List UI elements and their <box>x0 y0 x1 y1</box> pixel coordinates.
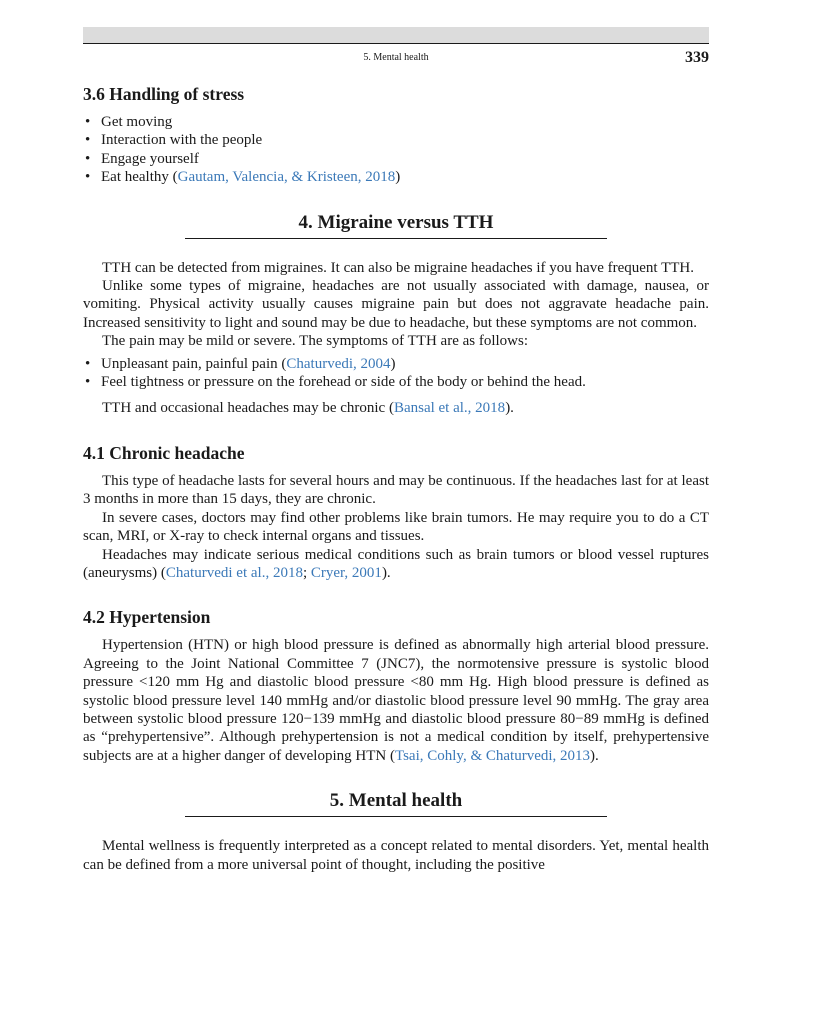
paragraph-text: Headaches may indicate serious medical conditions such as brain tumors or blood vessel ruptures (aneurysms) ( <box>83 546 709 581</box>
list-item: • Engage yourself <box>83 150 709 168</box>
citation-link[interactable]: Tsai, Cohly, & Chaturvedi, 2013 <box>394 747 591 764</box>
section-4-1-heading: 4.1 Chronic headache <box>83 442 245 463</box>
paragraph-text: ; <box>302 564 311 581</box>
paragraph: The pain may be mild or severe. The symptoms of TTH are as follows: <box>102 333 529 350</box>
page-number: 339 <box>685 49 709 66</box>
paragraph-text: Hypertension (HTN) or high blood pressure is defined as abnormally high arterial blood pressure. Agreeing to the Joint National Committee 7 (JNC7), the normotensive pressure is systolic blood pressure <120 mm Hg and diastolic blood pressure <80 mm Hg. High blood pressure is defined as systolic blood pressure level 140 mmHg and/or diastolic blood pressure level 90 mmHg. The gray area between systolic blood pressure 120−139 mmHg and diastolic blood pressure 80−89 mmHg is defined as “prehypertensive”. Although prehypertension is not a medical condition by itself, prehypertensive subjects are at a higher danger of developing HTN ( <box>83 637 709 764</box>
list-item: • Feel tightness or pressure on the forehead or side of the body or behind the head. <box>83 373 709 391</box>
section-4-heading: 4. Migraine versus TTH <box>298 211 494 233</box>
list-item-text: Unpleasant pain, painful pain ( <box>101 355 287 372</box>
section-5-heading: 5. Mental health <box>329 790 463 812</box>
list-item-text: ) <box>390 355 396 372</box>
section-4-heading-wrap <box>185 211 607 239</box>
paragraph: In severe cases, doctors may find other problems like brain tumors. He may require you to do a CT scan, MRI, or X-ray to check internal organs and tissues. <box>83 509 709 545</box>
citation-link[interactable]: Gautam, Valencia, & Kristeen, 2018 <box>177 169 396 186</box>
list-item <box>83 168 709 186</box>
paragraph-text: ). <box>381 564 391 581</box>
section-3-6-heading: 3.6 Handling of stress <box>83 84 245 104</box>
list-item <box>83 355 709 373</box>
list-item: • Interaction with the people <box>83 131 709 149</box>
paragraph <box>83 399 709 417</box>
paragraph: This type of headache lasts for several hours and may be continuous. If the headaches last for at least 3 months in more than 15 days, they are chronic. <box>83 472 709 508</box>
citation-link[interactable]: Bansal et al., 2018 <box>393 400 506 417</box>
paragraph-text: ). <box>590 747 599 764</box>
paragraph: Mental wellness is frequently interpreted as a concept related to mental disorders. Yet, mental health can be defined from a more universal point of thought, including the positive <box>83 838 709 873</box>
paragraph <box>83 636 709 765</box>
page-content <box>83 83 709 874</box>
section-5-heading-wrap <box>185 789 607 817</box>
symptom-list <box>83 355 709 392</box>
paragraph-text: TTH and occasional headaches may be chronic ( <box>102 400 394 417</box>
list-item-text: Eat healthy ( <box>101 169 178 186</box>
citation-link[interactable]: Chaturvedi, 2004 <box>286 355 391 372</box>
paragraph: TTH can be detected from migraines. It can also be migraine headaches if you have frequent TTH. <box>102 259 694 276</box>
paragraph: Unlike some types of migraine, headaches are not usually associated with damage, nausea, or vomiting. Physical activity usually causes migraine pain but does not aggravate headache pain. Increased sensitivity to light and sound may be due to headache, but these symptoms are not common. <box>83 278 709 331</box>
citation-link[interactable]: Chaturvedi et al., 2018 <box>165 564 303 581</box>
section-4-2-heading: 4.2 Hypertension <box>83 607 211 628</box>
stress-list <box>83 113 709 187</box>
list-item-text: ) <box>395 169 401 186</box>
citation-link[interactable]: Cryer, 2001 <box>310 564 382 581</box>
list-item: • Get moving <box>83 113 709 131</box>
header-bar <box>83 27 709 44</box>
running-head: 5. Mental health <box>363 52 429 63</box>
paragraph <box>83 546 709 583</box>
paragraph-text: ). <box>505 400 514 417</box>
